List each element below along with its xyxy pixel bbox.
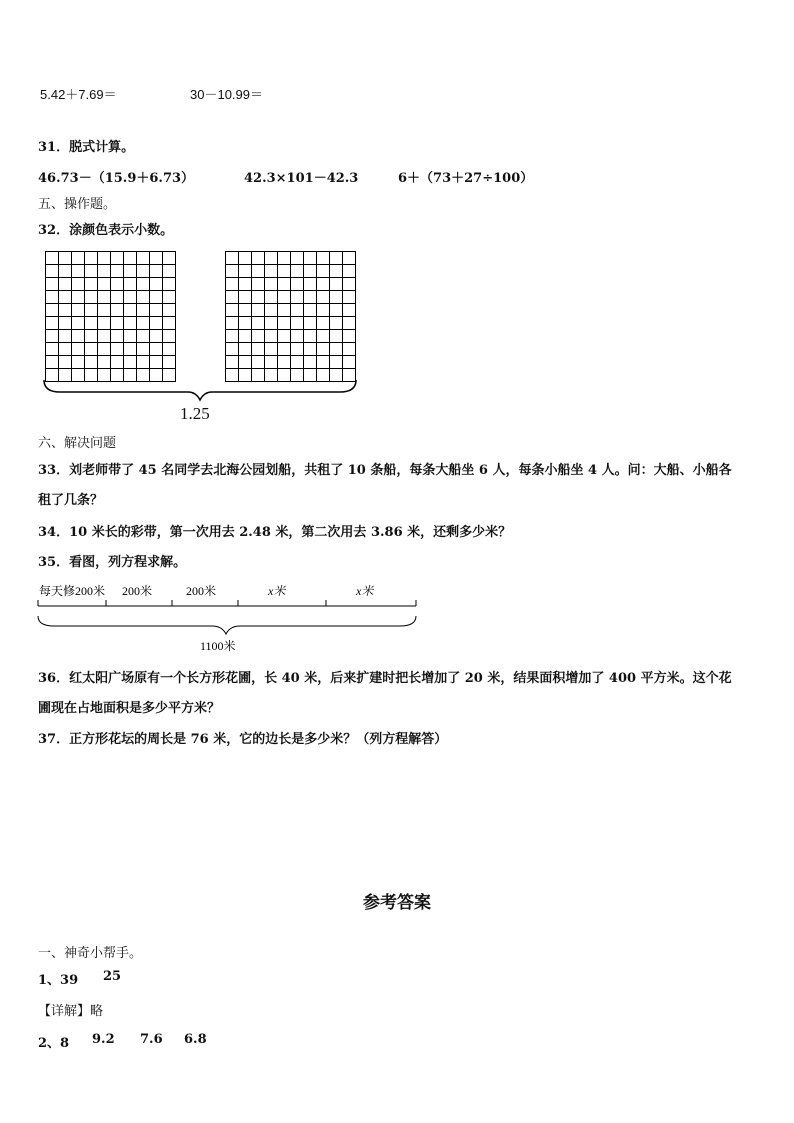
calc-expr-1: 5.42＋7.69＝ — [40, 87, 117, 102]
q35-seg-4: x米 — [268, 584, 286, 598]
q31-expr-1: 46.73－（15.9＋6.73） — [38, 171, 195, 186]
q32-title: 32．涂颜色表示小数。 — [38, 223, 174, 238]
answer-2-value-3: 7.6 — [140, 1032, 163, 1047]
answer-2-value-2: 9.2 — [92, 1032, 115, 1047]
answer-2-num: 2、8 — [38, 1036, 70, 1051]
q35-seg-2: 200米 — [122, 584, 153, 598]
q33-line-2: 租了几条？ — [38, 493, 104, 508]
q37-text: 37．正方形花坛的周长是 76 米，它的边长是多少米？（列方程解答） — [38, 732, 448, 747]
q35-seg-5: x米 — [356, 584, 374, 598]
q31-expr-2: 42.3×101－42.3 — [244, 171, 359, 186]
q32-label: 1.25 — [180, 404, 210, 423]
q35-seg-3: 200米 — [186, 584, 217, 598]
q34-text: 34．10 米长的彩带，第一次用去 2.48 米，第二次用去 3.86 米，还剩多少米？ — [38, 525, 512, 540]
calc-expr-2: 30－10.99＝ — [190, 87, 263, 102]
answers-title: 参考答案 — [363, 893, 431, 913]
q35-total: 1100米 — [200, 639, 236, 653]
answer-2-value-4: 6.8 — [184, 1032, 207, 1047]
q36-line-2: 圃现在占地面积是多少平方米？ — [38, 701, 221, 716]
answer-1-num: 1、39 — [38, 973, 79, 988]
answers-section-1: 一、神奇小帮手。 — [38, 946, 143, 961]
q32-brace — [40, 378, 360, 402]
section-6-heading: 六、解决问题 — [38, 436, 117, 451]
hundred-grid-left — [45, 251, 176, 382]
q35-title: 35．看图，列方程求解。 — [38, 555, 187, 570]
q35-seg-1: 每天修200米 — [39, 584, 106, 598]
q36-line-1: 36．红太阳广场原有一个长方形花圃，长 40 米，后来扩建时把长增加了 20 米，结果面积增加了 400 平方米。这个花 — [38, 671, 732, 686]
answer-1-value-2: 25 — [103, 969, 122, 984]
q33-line-1: 33．刘老师带了 45 名同学去北海公园划船，共租了 10 条船，每条大船坐 6 人，每条小船坐 4 人。问：大船、小船各 — [38, 463, 732, 478]
q31-expr-3: 6＋（73＋27÷100） — [398, 171, 534, 186]
hundred-grid-right — [225, 251, 356, 382]
q35-line-diagram — [36, 578, 420, 658]
q31-title: 31．脱式计算。 — [38, 140, 135, 155]
section-5-heading: 五、操作题。 — [38, 197, 117, 212]
answer-1-detail: 【详解】略 — [38, 1004, 104, 1019]
